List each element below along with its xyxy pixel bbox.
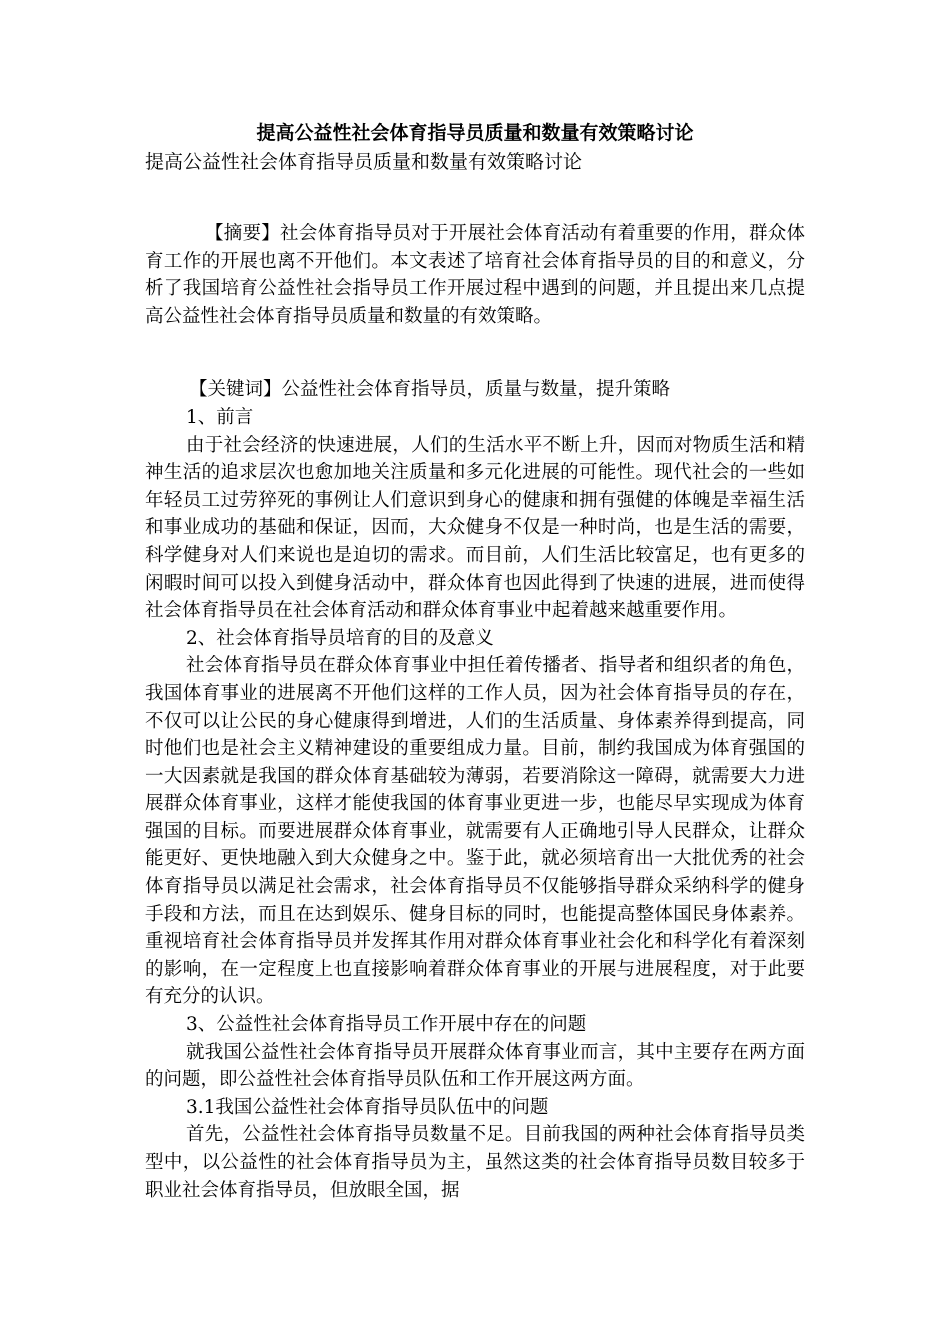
- section-body-problems: 就我国公益性社会体育指导员开展群众体育事业而言，其中主要存在两方面的问题，即公益性社会体育指导员队伍和工作开展这两方面。: [145, 1041, 805, 1091]
- section-body-team-issues: 首先，公益性社会体育指导员数量不足。目前我国的两种社会体育指导员类型中，以公益性的社会体育指导员为主，虽然这类的社会体育指导员数目较多于职业社会体育指导员，但放眼全国，据: [145, 1124, 805, 1201]
- section-heading-team-issues: 3.1我国公益性社会体育指导员队伍中的问题: [186, 1096, 549, 1118]
- section-body-intro: 由于社会经济的快速进展，人们的生活水平不断上升，因而对物质生活和精神生活的追求层次也愈加地关注质量和多元化进展的可能性。现代社会的一些如年轻员工过劳猝死的事例让人们意识到身心的健康和拥有强健的体魄是幸福生活和事业成功的基础和保证，因而，大众健身不仅是一种时尚，也是生活的需要，科学健身对人们来说也是迫切的需求。而目前，人们生活比较富足，也有更多的闲暇时间可以投入到健身活动中，群众体育也因此得到了快速的进展，进而使得社会体育指导员在社会体育活动和群众体育事业中起着越来越重要作用。: [145, 434, 805, 622]
- keywords-paragraph: 【关键词】公益性社会体育指导员，质量与数量，提升策略: [189, 379, 671, 401]
- section-body-purpose: 社会体育指导员在群众体育事业中担任着传播者、指导者和组织者的角色，我国体育事业的进展离不开他们这样的工作人员，因为社会体育指导员的存在，不仅可以让公民的身心健康得到增进，人们的生活质量、身体素养得到提高，同时他们也是社会主义精神建设的重要组成力量。目前，制约我国成为体育强国的一大因素就是我国的群众体育基础较为薄弱，若要消除这一障碍，就需要大力进展群众体育事业，这样才能使我国的体育事业更进一步，也能尽早实现成为体育强国的目标。而要进展群众体育事业，就需要有人正确地引导人民群众，让群众能更好、更快地融入到大众健身之中。鉴于此，就必须培育出一大批优秀的社会体育指导员以满足社会需求，社会体育指导员不仅能够指导群众采纳科学的健身手段和方法，而且在达到娱乐、健身目标的同时，也能提高整体国民身体素养。重视培育社会体育指导员并发挥其作用对群众体育事业社会化和科学化有着深刻的影响，在一定程度上也直接影响着群众体育事业的开展与进展程度，对于此要有充分的认识。: [145, 655, 805, 1008]
- spacer: [145, 330, 805, 376]
- section-heading-intro: 1、前言: [186, 406, 254, 428]
- document-page: [145, 118, 805, 1204]
- spacer: [145, 176, 805, 220]
- abstract-paragraph: 【摘要】社会体育指导员对于开展社会体育活动有着重要的作用，群众体育工作的开展也离不开他们。本文表述了培育社会体育指导员的目的和意义，分析了我国培育公益性社会指导员工作开展过程中遇到的问题，并且提出来几点提高公益性社会体育指导员质量和数量的有效策略。: [145, 223, 805, 327]
- section-heading-purpose: 2、社会体育指导员培育的目的及意义: [186, 627, 494, 649]
- document-subtitle: 提高公益性社会体育指导员质量和数量有效策略讨论: [145, 151, 583, 173]
- document-title: 提高公益性社会体育指导员质量和数量有效策略讨论: [256, 122, 694, 144]
- section-heading-problems: 3、公益性社会体育指导员工作开展中存在的问题: [186, 1014, 587, 1036]
